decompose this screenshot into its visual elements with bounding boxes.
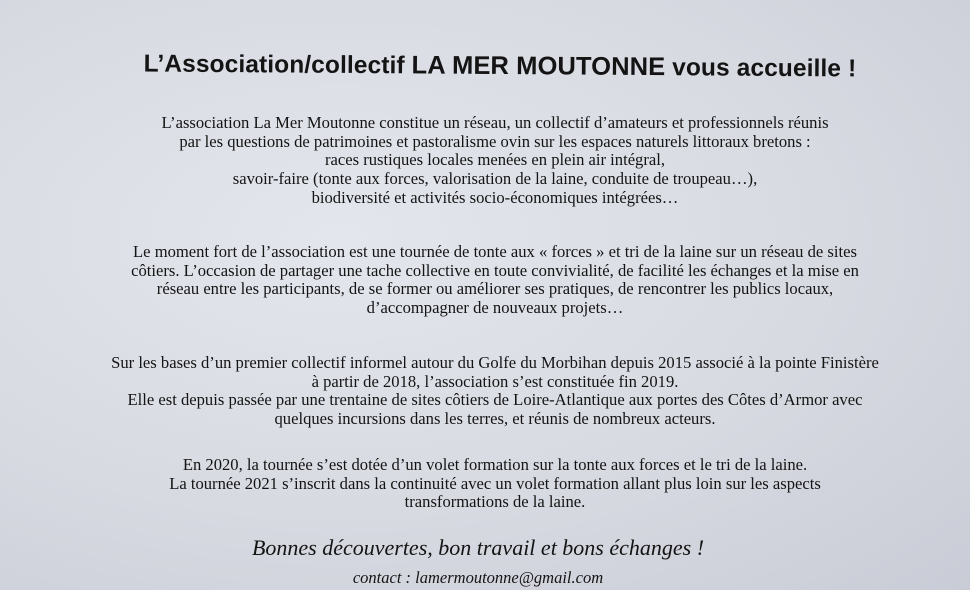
paragraph-line: La tournée 2021 s’inscrit dans la continuité avec un volet formation allant plus loin sur les aspects — [169, 473, 821, 493]
title-tail: vous accueille ! — [665, 54, 857, 83]
title-lead: L’Association/collectif — [143, 50, 412, 80]
contact-email: contact : lamermoutonne@gmail.com — [352, 568, 604, 587]
paragraph-tour — [0, 243, 970, 318]
paragraph-intro — [0, 114, 970, 208]
paragraph-training — [0, 456, 970, 512]
page-title — [0, 49, 970, 85]
paragraph-line: races rustiques locales menées en plein air intégral, — [324, 150, 666, 170]
paragraph-line: Sur les bases d’un premier collectif informel autour du Golfe du Morbihan depuis 2015 associé à la pointe Finistère — [111, 353, 879, 372]
paragraph-line: L’association La Mer Moutonne constitue un réseau, un collectif d’amateurs et professionnels réunis — [161, 113, 829, 132]
paragraph-line: transformations de la laine. — [404, 492, 586, 512]
paragraph-line: biodiversité et activités socio-économiques intégrées… — [311, 187, 679, 207]
paragraph-line: Le moment fort de l’association est une tournée de tonte aux « forces » et tri de la laine sur un réseau de sites — [133, 242, 857, 261]
paragraph-line: En 2020, la tournée s’est dotée d’un volet formation sur la tonte aux forces et le tri de la laine. — [182, 455, 808, 474]
paragraph-history — [0, 354, 970, 429]
paragraph-line: Elle est depuis passée par une trentaine de sites côtiers de Loire-Atlantique aux portes des Côtes d’Armor avec — [127, 390, 863, 410]
paragraph-line: d’accompagner de nouveaux projets… — [366, 298, 624, 318]
paragraph-line: savoir-faire (tonte aux forces, valorisation de la laine, conduite de troupeau…), — [232, 169, 758, 189]
closing-message: Bonnes découvertes, bon travail et bons échanges ! — [251, 535, 705, 560]
paragraph-line: à partir de 2018, l’association s’est constituée fin 2019. — [311, 371, 679, 391]
paragraph-line: quelques incursions dans les terres, et réunis de nombreux acteurs. — [274, 409, 716, 429]
paragraph-line: par les questions de patrimoines et pastoralisme ovin sur les espaces naturels littoraux bretons : — [179, 131, 811, 151]
paragraph-line: côtiers. L’occasion de partager une tache collective en toute convivialité, de facilité les échanges et la mise en — [131, 260, 859, 280]
paragraph-line: réseau entre les participants, de se former ou améliorer ses pratiques, de rencontrer les publics locaux, — [156, 279, 834, 299]
title-association-name: LA MER MOUTONNE — [411, 51, 666, 82]
